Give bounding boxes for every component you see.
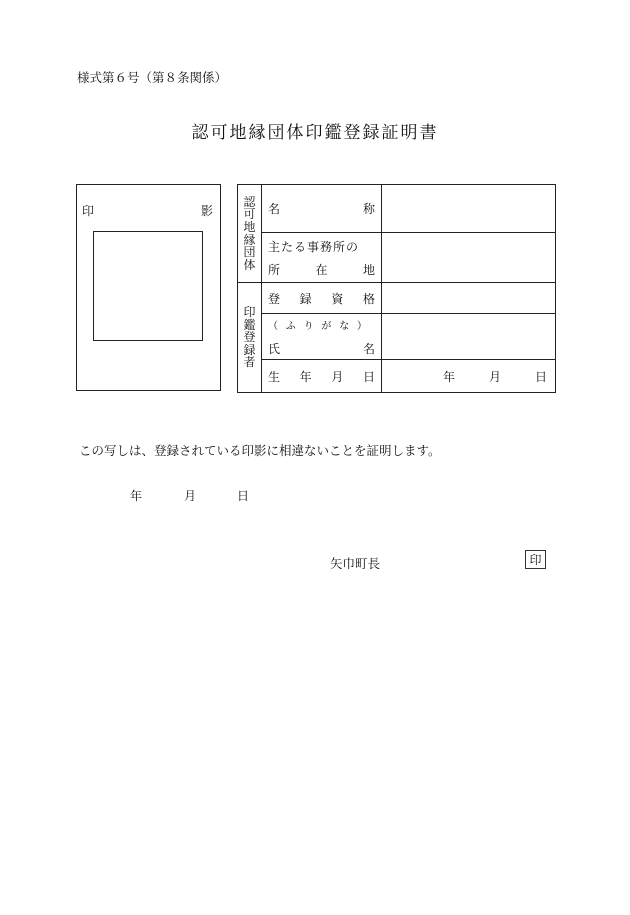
- office-address-value-cell[interactable]: [382, 233, 556, 283]
- certification-statement: この写しは、登録されている印影に相違ないことを証明します。: [79, 443, 441, 458]
- document-title: 認可地縁団体印鑑登録証明書: [191, 123, 439, 143]
- birthdate-value-cell[interactable]: 年 月 日: [382, 360, 556, 393]
- seal-impression-area: [93, 231, 203, 341]
- qualification-label-cell: 登 録 資 格: [262, 283, 382, 314]
- form-number: 様式第６号（第８条関係）: [77, 70, 228, 85]
- qualification-value-cell[interactable]: [382, 283, 556, 314]
- office-address-label-cell: 主たる事務所の 所 在 地: [262, 233, 382, 283]
- official-stamp-mark: 印: [525, 550, 546, 569]
- registration-info-table: [237, 184, 556, 393]
- issue-date-year: 年: [130, 489, 143, 503]
- issue-date-day: 日: [237, 489, 250, 503]
- name-label-cell: 名 称: [262, 185, 382, 233]
- person-name-label-cell: （ ふ り が な ） 氏 名: [262, 314, 382, 360]
- group-label-organization: 認可地縁団体: [238, 185, 262, 283]
- group-label-registrant: 印鑑登録者: [238, 283, 262, 393]
- name-value-cell[interactable]: [382, 185, 556, 233]
- issue-date-month: 月: [184, 489, 197, 503]
- seal-label-right: 影: [201, 204, 214, 218]
- issuer-title: 矢巾町長: [330, 556, 381, 571]
- seal-label-left: 印: [82, 204, 95, 218]
- birthdate-label-cell: 生 年 月 日: [262, 360, 382, 393]
- person-name-value-cell[interactable]: [382, 314, 556, 360]
